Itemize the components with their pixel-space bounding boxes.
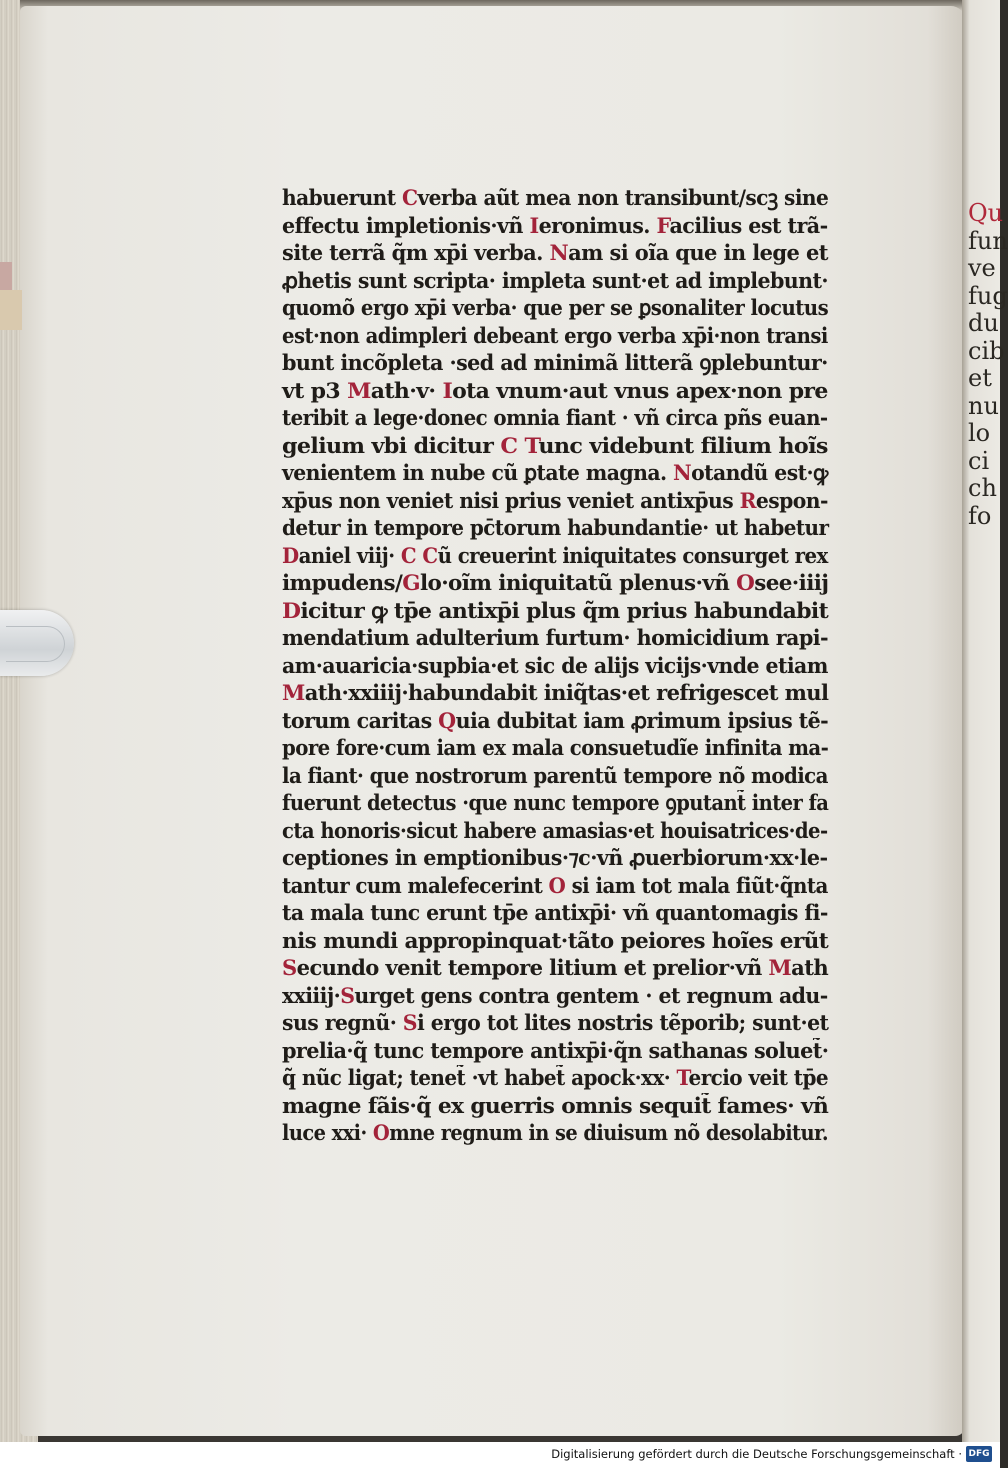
rubricated-initial: M [768,955,792,980]
text-line [968,310,1000,338]
line-content [282,349,828,377]
next-page-text [968,199,1008,530]
text-line [282,349,828,377]
line-content [282,954,828,982]
rubricated-initial: S [402,1010,418,1035]
text-segment: quomõ ergo xp̄i verba· que per se ꝑsonaliter locutus [282,295,829,320]
line-content [282,652,828,680]
line-content [282,624,828,652]
line-content [282,569,828,597]
line-content [282,514,828,542]
text-segment: ath·v· [370,377,443,403]
line-content [968,502,991,530]
line-content [282,239,828,267]
text-line [282,789,828,817]
line-content [968,419,990,447]
text-line [282,597,828,625]
text-line [968,336,1005,366]
rubricated-initial: R [739,487,756,513]
text-line [282,184,828,212]
line-content [968,364,992,392]
text-line [282,322,828,350]
text-line [282,1092,828,1120]
text-segment: am si oĩa que in lege et [568,240,828,265]
text-segment: habuerunt [282,185,402,210]
text-segment: i ergo tot lites nostris tẽporib; sunt·et [417,1010,829,1035]
text-segment: pore fore·cum iam ex mala consuetudĩe infinita ma- [282,735,829,760]
text-line [282,569,828,597]
text-line [968,199,1004,228]
text-segment: effectu impletionis·vñ [282,212,530,238]
text-segment: cib [968,336,1005,365]
line-content [282,1009,828,1037]
text-segment: see·iiij [754,570,829,595]
rubricated-initial: C T [500,432,539,458]
text-line [968,393,1000,421]
rubricated-initial: C [401,185,418,210]
text-line [282,899,828,927]
text-segment: lo·oĩm iniquitatũ plenus·vñ [419,570,737,595]
line-content [968,337,1004,365]
text-segment: ta mala tunc erunt tp̄e antixp̄i· vñ quantomagis fi- [282,900,828,925]
text-segment: ceptiones in emptionibus·⁊c·vñ ꝓuerbiorum·xx·le- [282,845,828,870]
text-segment: eronimus. [538,212,657,238]
rubricated-initial: I [442,377,453,403]
text-segment: nis mundi appropinquat·tãto peiores hoĩes erũt [282,927,829,953]
text-segment: site terrã q̃m xp̄i verba. [282,240,550,265]
text-line [282,239,828,267]
line-content [282,377,828,405]
text-segment: fug [968,281,1008,310]
text-segment: lo [968,419,991,447]
line-content [968,282,1008,310]
rubricated-initial: M [282,680,305,705]
rubricated-initial: D [282,542,299,568]
text-segment: mne regnum in se diuisum nõ desolabitur. [389,1120,829,1145]
line-content [968,309,999,337]
text-line [968,503,1000,531]
text-segment: icitur ꝙ tp̄e antixp̄i plus q̃m prius habundabit [300,597,829,623]
line-content [282,459,828,487]
line-content [968,447,989,475]
text-line [968,475,1000,503]
text-segment: sus regnũ· [282,1010,403,1035]
text-segment: bunt incõpleta ·sed ad minimã litterã ꝯplebuntur· [282,350,828,375]
text-segment: fo [968,501,992,530]
rubricated-initial: N [549,240,569,265]
text-line [282,294,828,322]
line-content [282,184,828,212]
text-segment: magne fãis·q̃ ex guerris omnis sequit̃ fames· vñ [282,1092,829,1118]
text-segment: ci [968,446,990,475]
line-content [282,982,828,1010]
text-line [282,432,828,460]
line-content [282,212,828,240]
line-content [282,762,828,790]
line-content [282,1064,828,1092]
rubricated-initial: Qu [968,199,1004,227]
line-content [282,844,828,872]
text-segment: ch [968,474,997,502]
text-line [282,817,828,845]
text-segment: urget gens contra gentem · et regnum adu- [354,982,828,1008]
text-segment: unc videbunt filium hoĩs [538,432,828,458]
text-segment: am·auaricia·supbia·et sic de alijs vicijs·vnde etiam [282,652,828,678]
text-segment: du [968,309,999,337]
text-line [968,365,1000,393]
text-segment: la fiant· que nostrorum parentũ tempore nõ modica [282,762,828,788]
text-segment: luce xxi· [282,1120,373,1145]
page-clip-inner [6,626,65,662]
text-segment: cta honoris·sicut habere amasias·et houisatrices·de- [282,817,828,843]
rubricated-initial: M [347,377,371,403]
text-line [282,872,828,900]
text-line [282,1009,828,1037]
text-segment: tantur cum malefecerint [282,872,549,898]
text-segment: prelia·q̃ tunc tempore antixp̄i·q̃n sathanas soluet̃· [282,1037,829,1063]
text-segment: ath·xxiiij·habundabit iniq̃tas·et refrigescet mul [304,680,829,705]
text-segment: impudens/ [282,570,403,595]
text-segment: ꝓhetis sunt scripta· impleta sunt·et ad implebunt· [282,267,828,293]
rubricated-initial: N [673,460,692,485]
text-line [282,542,828,570]
text-segment: ve [968,254,996,282]
text-segment: ũ creuerint iniquitates consurget rex [437,542,828,568]
text-segment: ercio veit tp̄e [688,1065,829,1090]
text-line [282,1119,828,1147]
text-segment: q̃ nũc ligat; tenet̃ ·vt habet̃ apock·xx· [282,1065,677,1090]
funding-credit: Digitalisierung gefördert durch die Deutsche Forschungsgemeinschaft · [551,1447,962,1461]
text-segment: xp̄us non veniet nisi prius veniet antixp̄us [282,487,740,513]
line-content [968,199,1003,227]
line-content [282,734,828,762]
text-segment: otandũ est·ꝙ [691,460,828,485]
text-line [282,487,828,515]
line-content [968,254,996,282]
line-content [282,899,828,927]
line-content [282,404,828,432]
text-segment: et [968,364,992,392]
text-line [282,734,828,762]
text-segment: gelium vbi dicitur [282,432,501,458]
text-segment: torum caritas [282,707,439,733]
text-segment: fuerunt detectus ·que nunc tempore ꝯputant̃ inter fa [282,790,829,815]
line-content [282,789,828,817]
text-line [282,624,828,652]
line-content [282,432,828,460]
line-content [282,1092,828,1120]
text-segment: venientem in nube cũ ꝑtate magna. [282,460,674,485]
text-line [282,514,828,542]
text-line [282,707,828,735]
text-line [282,982,828,1010]
line-content [282,597,828,625]
text-segment: est·non adimpleri debeant ergo verba xp̄i·non transi [282,322,828,348]
rubricated-initial: T [676,1065,689,1090]
line-content [282,817,828,845]
rubricated-initial: S [340,982,355,1008]
text-line [282,954,828,982]
text-line [282,762,828,790]
line-content [282,267,828,295]
text-segment: teribit a lege·donec omnia fiant · vñ circa pñs euan- [282,405,828,430]
text-segment: uia dubitat iam ꝓrimum ipsius tẽ- [455,707,829,733]
text-segment: aniel viij· [298,542,401,568]
text-segment: xxiiij· [282,982,341,1008]
text-line [282,212,828,240]
line-content [282,679,828,707]
text-segment: vt p3 [282,377,348,403]
text-line [282,1064,828,1092]
footer-bar [0,1442,1000,1468]
line-content [282,322,828,350]
text-segment: mendatium adulterium furtum· homicidium rapi- [282,625,828,650]
rubricated-initial: O [548,872,566,898]
text-line [282,267,828,295]
text-line [282,652,828,680]
line-content [282,927,828,955]
rubricated-initial: S [282,955,297,980]
text-line [968,448,1000,476]
dfg-logo: DFG [966,1446,992,1462]
text-line [968,281,1008,311]
line-content [282,1037,828,1065]
text-segment: ath [791,955,829,980]
text-segment: verba aũt mea non transibunt/scꝫ sine [417,185,829,210]
text-line [282,844,828,872]
text-line [282,377,828,405]
text-line [282,1037,828,1065]
line-content [282,872,828,900]
text-line [968,226,1008,256]
text-segment: acilius est trã- [669,212,828,238]
line-content [968,227,1008,255]
text-segment: espon- [755,487,828,513]
rubricated-initial: F [656,212,670,238]
text-line [968,420,1000,448]
line-content [282,294,828,322]
rubricated-initial: C C [400,542,438,568]
text-segment: nu [968,391,999,420]
line-content [968,392,999,420]
text-segment: ecundo venit tempore litium et prelior·vñ [296,955,769,980]
rubricated-initial: G [402,570,420,595]
text-line [282,679,828,707]
rubricated-initial: I [529,212,539,238]
text-line [282,404,828,432]
page-marker-tan [0,290,22,330]
text-line [282,459,828,487]
rubricated-initial: O [736,570,755,595]
rubricated-initial: Q [438,707,456,733]
line-content [968,474,997,502]
rubricated-initial: O [372,1120,390,1145]
text-segment: ota vnum·aut vnus apex·non pre [452,377,828,403]
text-line [282,927,828,955]
text-segment: detur in tempore pc̄torum habundantie· ut habetur [282,515,829,540]
line-content [282,1119,828,1147]
text-segment: si iam tot mala fiũt·q̃nta [565,872,828,898]
line-content [282,542,828,570]
rubricated-initial: D [282,597,301,623]
text-line [968,255,1000,283]
line-content [282,707,828,735]
text-segment: fun [968,226,1008,255]
incunable-text-block [282,184,828,1147]
line-content [282,487,828,515]
